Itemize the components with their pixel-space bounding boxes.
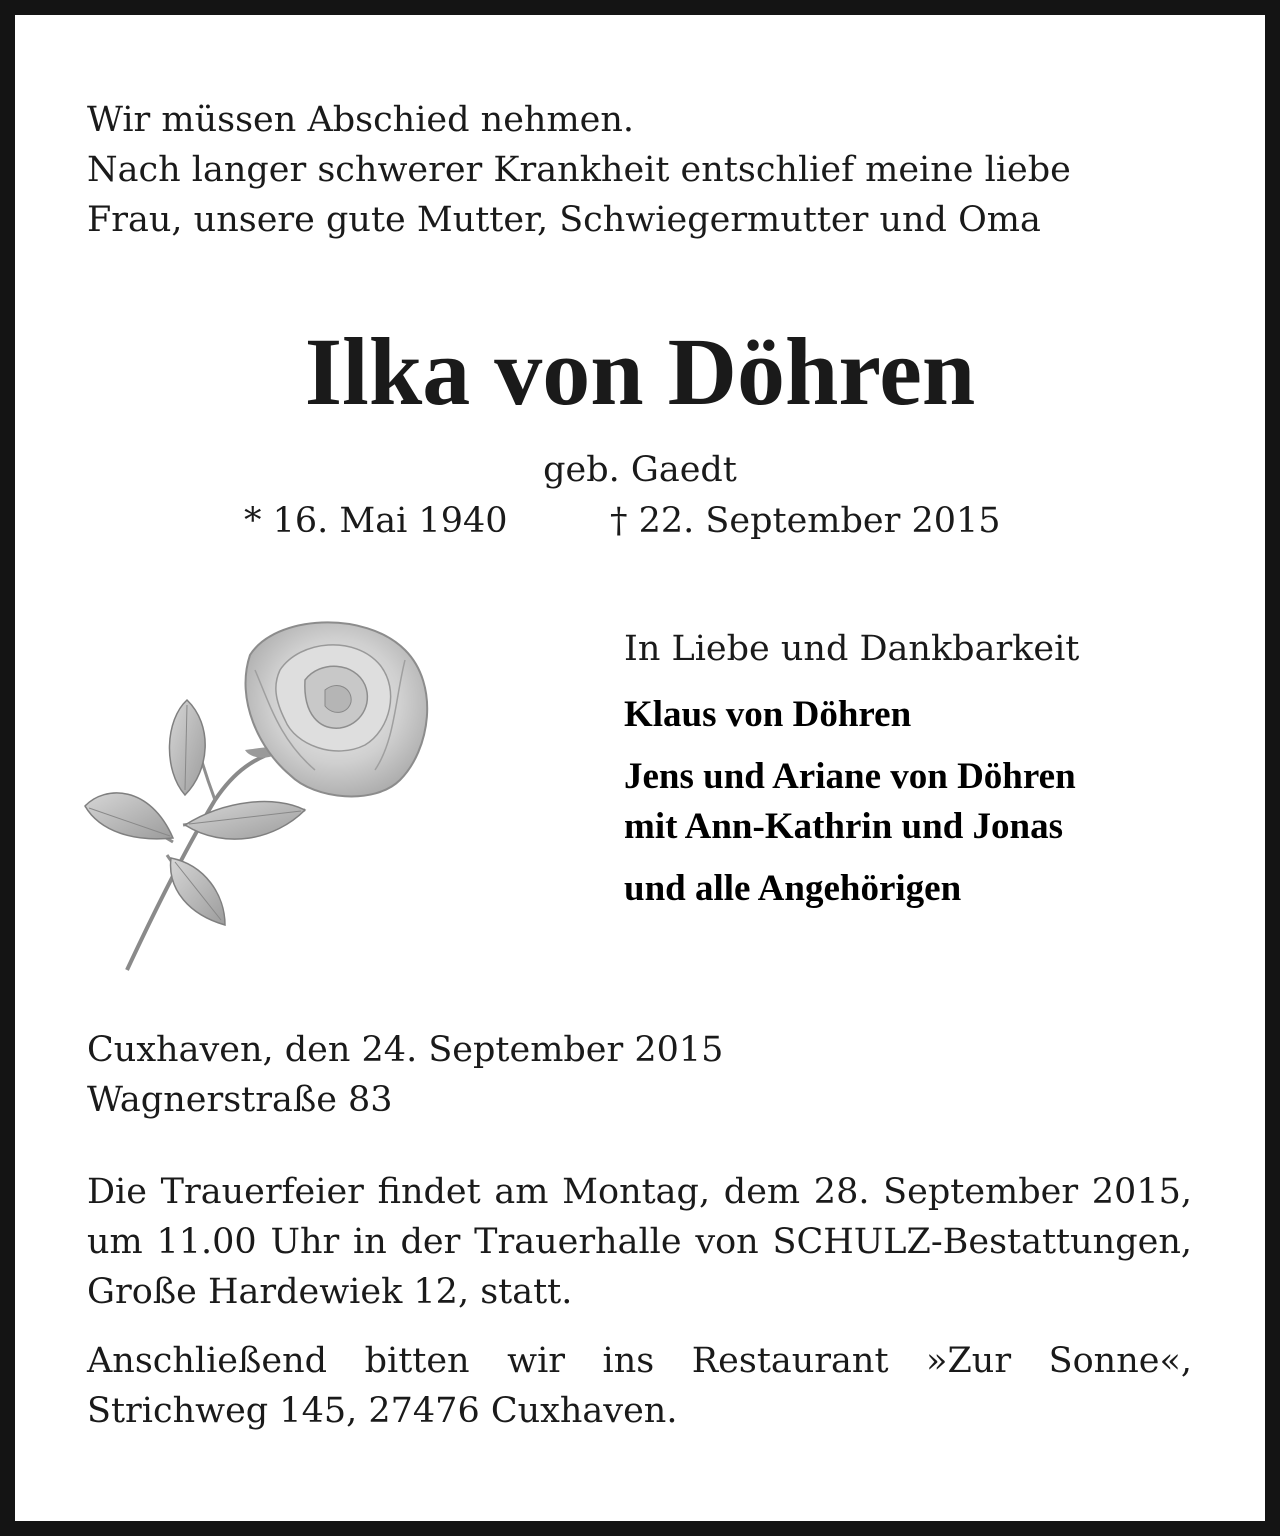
service-paragraph: Die Trauerfeier findet am Montag, dem 28. September 2015, um 11.00 Uhr in der Trauerhalle von SCHULZ-Bestattungen, Große Hardewiek 12, statt.: [87, 1172, 1192, 1312]
intro-line-1: Wir müssen Abschied nehmen.: [87, 100, 635, 140]
mourner-relatives: und alle Angehörigen: [624, 868, 962, 909]
intro-text: [87, 95, 1071, 245]
mourners-block: [624, 624, 1224, 914]
maiden-name: geb. Gaedt: [543, 450, 737, 490]
mourners-intro: In Liebe und Dankbarkeit: [624, 629, 1080, 669]
mourner-jens-ariane: Jens und Ariane von Döhren: [624, 756, 1076, 797]
birth-date: * 16. Mai 1940: [244, 501, 508, 541]
mourner-klaus: Klaus von Döhren: [624, 694, 912, 735]
intro-line-2: Nach langer schwerer Krankheit entschlief meine liebe: [87, 150, 1071, 190]
place-date-line: Cuxhaven, den 24. September 2015: [87, 1030, 724, 1070]
address-line: Wagnerstraße 83: [87, 1080, 393, 1120]
place-and-date: [87, 1025, 723, 1125]
rose-icon: [75, 610, 435, 975]
deceased-name: Ilka von Döhren: [304, 318, 976, 425]
mourner-children: mit Ann-Kathrin und Jonas: [624, 806, 1063, 847]
death-date: † 22. September 2015: [610, 501, 1001, 541]
reception-paragraph: Anschließend bitten wir ins Restaurant »Zur Sonne«, Strichweg 145, 27476 Cuxhaven.: [87, 1341, 1192, 1431]
intro-line-3: Frau, unsere gute Mutter, Schwiegermutter und Oma: [87, 200, 1041, 240]
